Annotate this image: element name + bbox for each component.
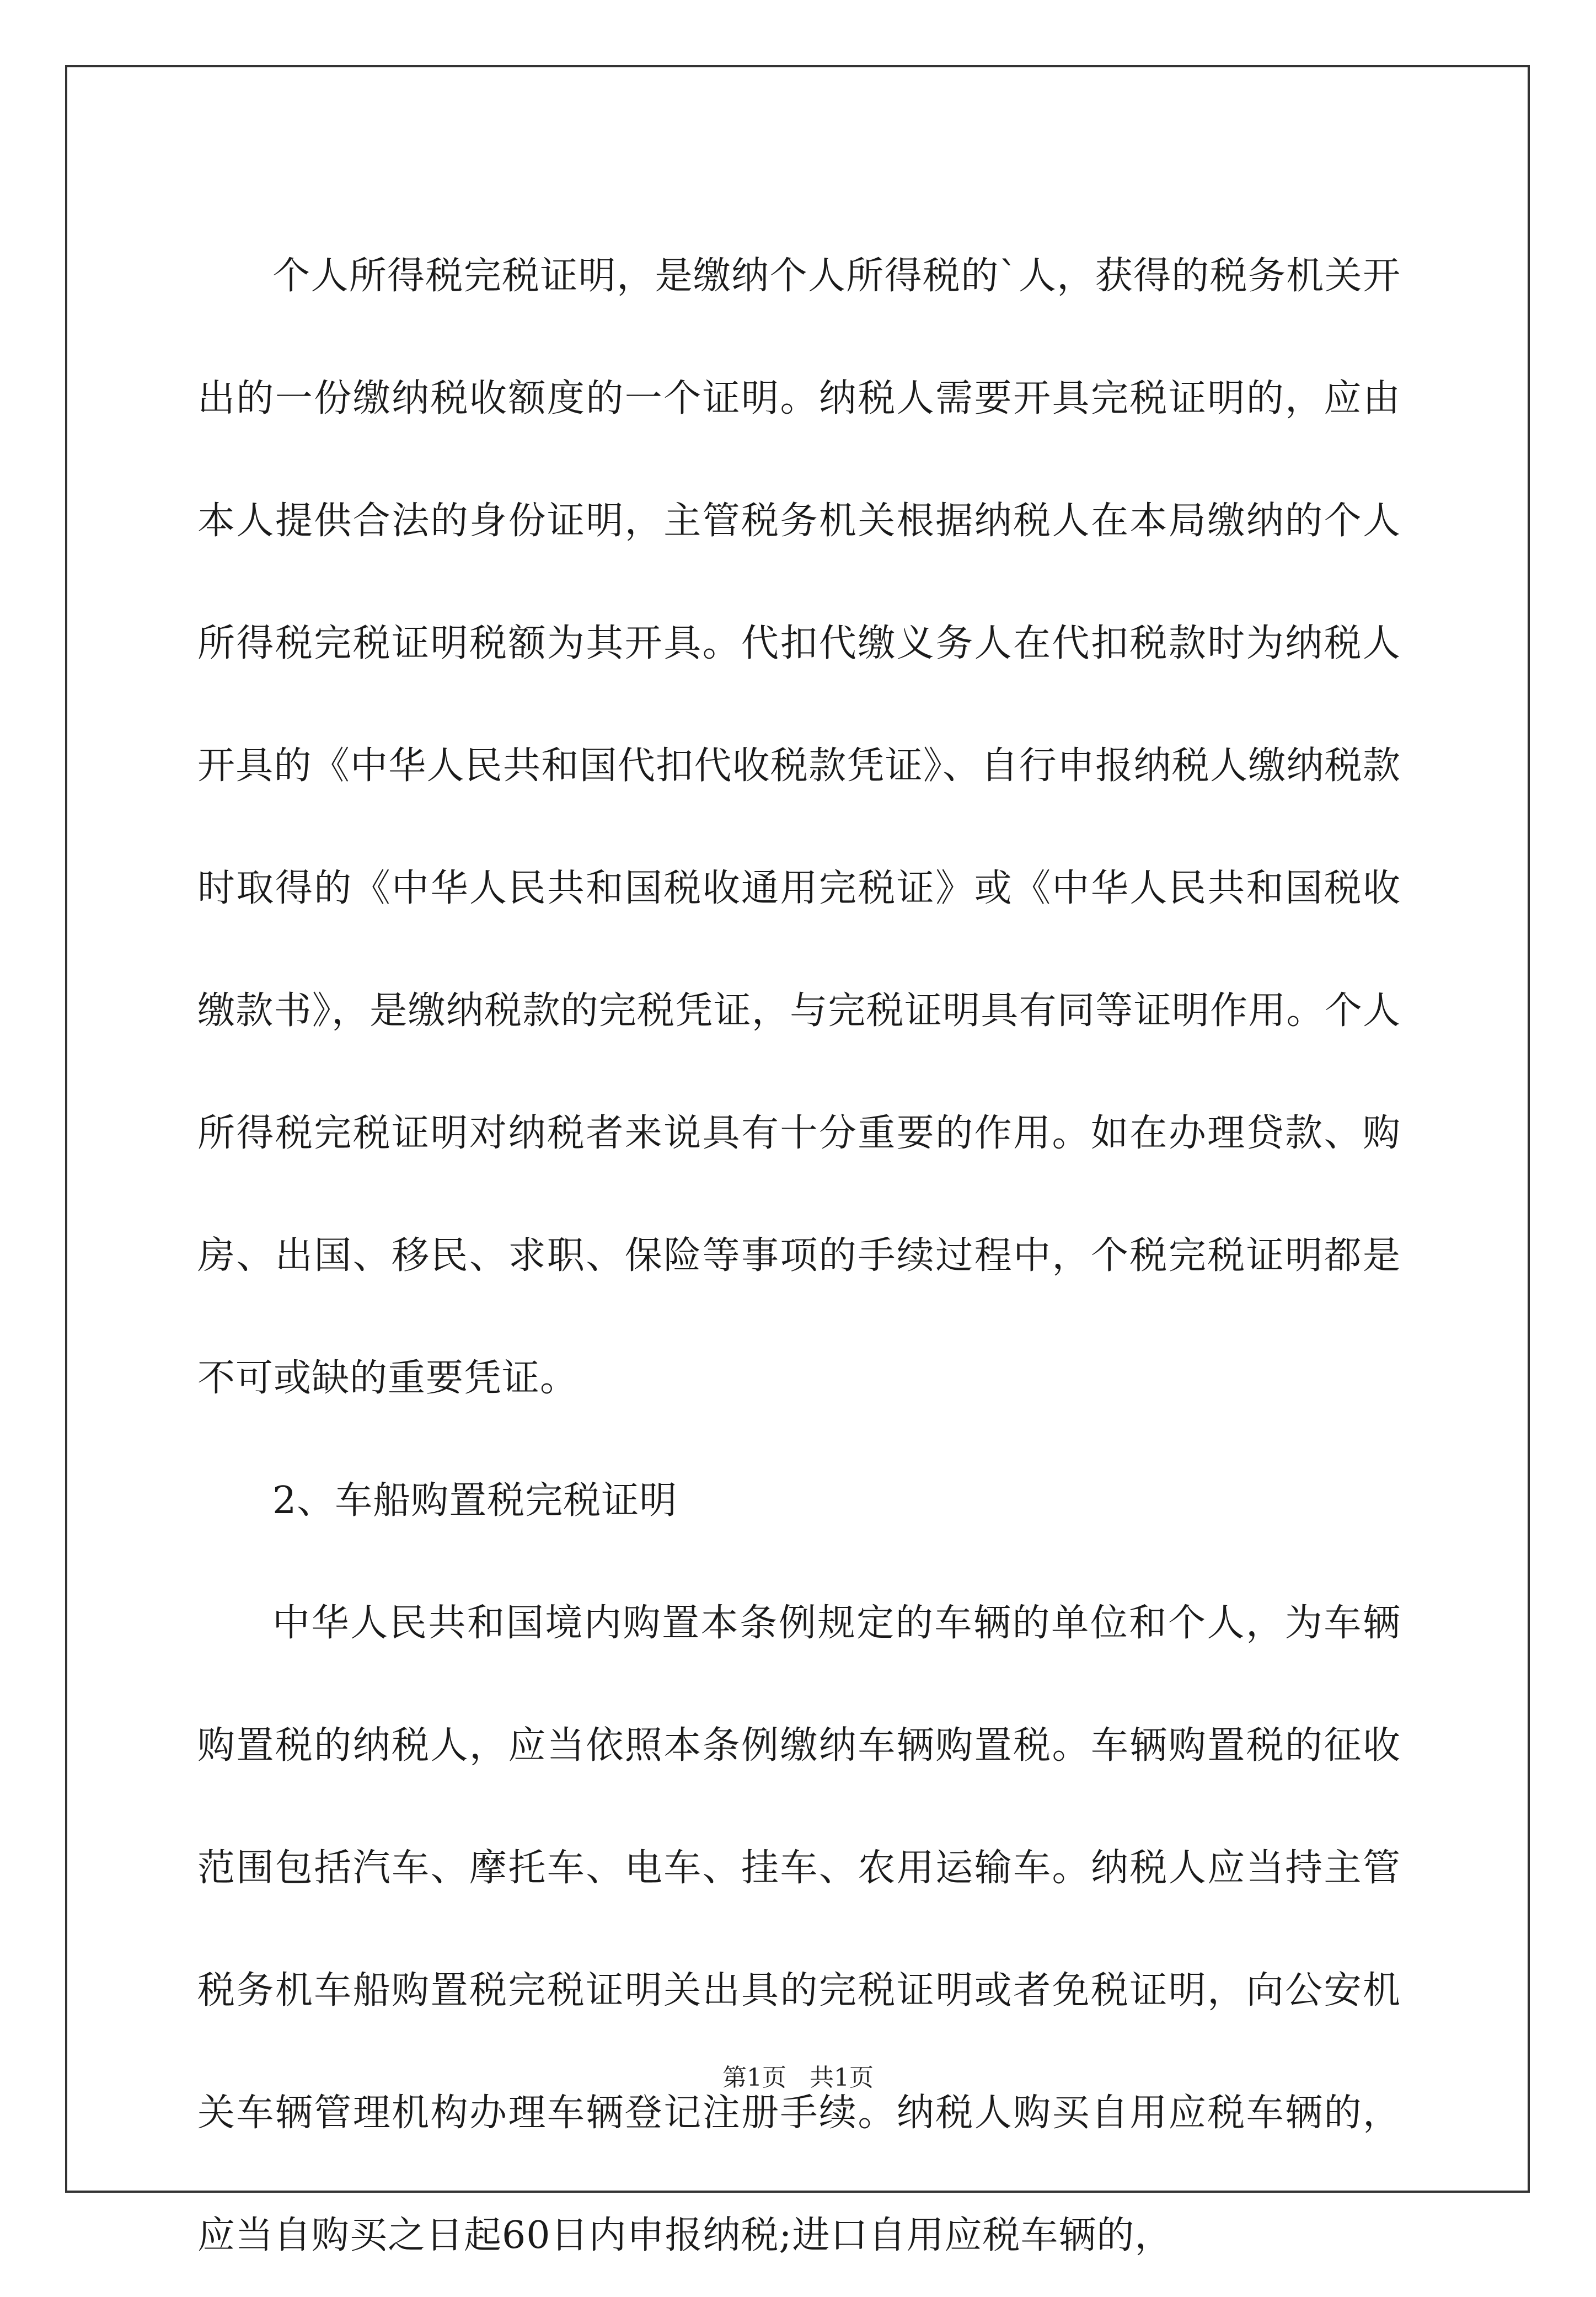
paragraph-vehicle-purchase-tax: 中华人民共和国境内购置本条例规定的车辆的单位和个人，为车辆购置税的纳税人，应当依照本条例缴纳车辆购置税。车辆购置税的征收范围包括汽车、摩托车、电车、挂车、农用运输车。纳税人应当持主管税务机车船购置税完税证明关出具的完税证明或者免税证明，向公安机关车辆管理机构办理车辆登记注册手续。纳税人购买自用应税车辆的，应当自购买之日起60日内申报纳税;进口自用应税车辆的，	[197, 1601, 1401, 2257]
document-body	[197, 215, 1401, 2297]
paragraph-income-tax-certificate: 个人所得税完税证明，是缴纳个人所得税的`人，获得的税务机关开出的一份缴纳税收额度的一个证明。纳税人需要开具完税证明的，应由本人提供合法的身份证明，主管税务机关根据纳税人在本局缴纳的个人所得税完税证明税额为其开具。代扣代缴义务人在代扣税款时为纳税人开具的《中华人民共和国代扣代收税款凭证》、自行申报纳税人缴纳税款时取得的《中华人民共和国税收通用完税证》或《中华人民共和国税收缴款书》，是缴纳税款的完税凭证，与完税证明具有同等证明作用。个人所得税完税证明对纳税者来说具有十分重要的作用。如在办理贷款、购房、出国、移民、求职、保险等事项的手续过程中，个税完税证明都是不可或缺的重要凭证。	[197, 254, 1401, 1400]
section-heading-vehicle-tax: 2、车船购置税完税证明	[272, 1479, 678, 1523]
page-footer: 第1页 共1页	[722, 2064, 874, 2092]
